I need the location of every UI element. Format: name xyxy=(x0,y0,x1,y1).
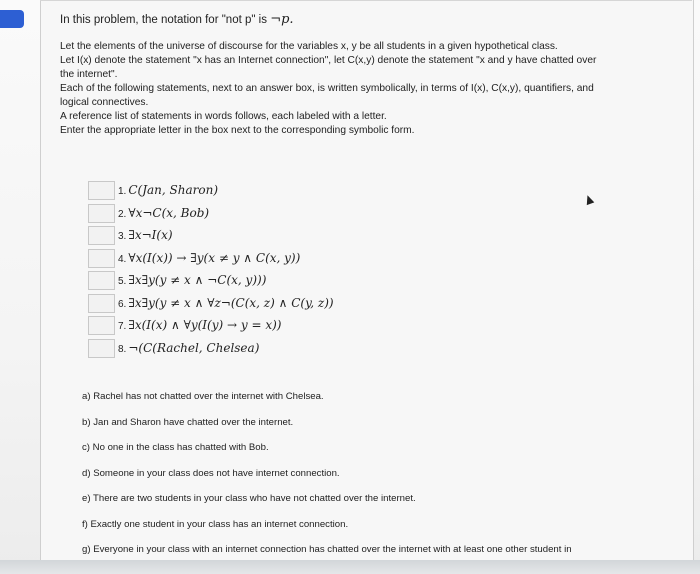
description-line: the internet". xyxy=(60,69,118,80)
option-item: c) No one in the class has chatted with Bob. xyxy=(82,442,269,453)
statement-expression: ∃x(I(x) ∧ ∀y(I(y) → y = x)) xyxy=(128,318,282,332)
description-line: Let I(x) denote the statement "x has an Internet connection", let C(x,y) denote the statement "x and y have chatted over xyxy=(60,55,597,66)
answer-box-7[interactable] xyxy=(88,316,115,335)
answer-box-6[interactable] xyxy=(88,294,115,313)
statement-number: 5. xyxy=(118,276,127,287)
description-line: Let the elements of the universe of discourse for the variables x, y be all students in a given hypothetical class. xyxy=(60,41,558,52)
not-p-symbol: ¬p. xyxy=(270,12,294,27)
frame-top-border xyxy=(40,0,692,1)
option-item: a) Rachel has not chatted over the internet with Chelsea. xyxy=(82,391,324,402)
window-tab[interactable] xyxy=(0,10,24,28)
answer-box-1[interactable] xyxy=(88,181,115,200)
intro-text: In this problem, the notation for "not p" is xyxy=(60,14,267,26)
answer-box-8[interactable] xyxy=(88,339,115,358)
statement-number: 4. xyxy=(118,253,127,265)
statement-expression: ∀x¬C(x, Bob) xyxy=(128,205,210,220)
statement-number: 3. xyxy=(118,231,127,242)
answer-box-3[interactable] xyxy=(88,226,115,245)
statement-expression: ∃x∃y(y ≠ x ∧ ∀z¬(C(x, z) ∧ C(y, z)) xyxy=(128,295,334,310)
statement-number: 6. xyxy=(118,298,127,310)
statement-expression: C(Jan, Sharon) xyxy=(128,183,219,197)
statement-number: 8. xyxy=(118,343,127,355)
option-item: f) Exactly one student in your class has an internet connection. xyxy=(82,518,349,530)
statement-number: 1. xyxy=(118,186,127,197)
option-list xyxy=(82,390,572,569)
answer-box-2[interactable] xyxy=(88,204,115,223)
bottom-edge xyxy=(0,560,700,574)
option-item: e) There are two students in your class who have not chatted over the internet. xyxy=(82,493,416,504)
description-line: Each of the following statements, next to an answer box, is written symbolically, in terms of I(x), C(x,y), quantifiers, and xyxy=(60,83,594,94)
description-line: Enter the appropriate letter in the box next to the corresponding symbolic form. xyxy=(60,125,415,136)
statement-number: 7. xyxy=(118,321,127,332)
problem-description xyxy=(60,40,670,138)
description-line: logical connectives. xyxy=(60,97,149,108)
answer-box-5[interactable] xyxy=(88,271,115,290)
answer-box-4[interactable] xyxy=(88,249,115,268)
statement-expression: ¬(C(Rachel, Chelsea) xyxy=(128,340,260,355)
statement-number: 2. xyxy=(118,208,127,220)
option-item: b) Jan and Sharon have chatted over the internet. xyxy=(82,416,294,428)
intro-line xyxy=(60,12,294,27)
option-item: d) Someone in your class does not have internet connection. xyxy=(82,467,340,479)
description-line: A reference list of statements in words follows, each labeled with a letter. xyxy=(60,111,387,122)
statement-expression: ∃x∃y(y ≠ x ∧ ¬C(x, y))) xyxy=(128,273,267,287)
statement-expression: ∀x(I(x)) → ∃y(x ≠ y ∧ C(x, y)) xyxy=(128,250,301,265)
option-item: g) Everyone in your class with an internet connection has chatted over the internet with at least one other student in xyxy=(82,544,572,555)
statement-expression: ∃x¬I(x) xyxy=(128,228,173,242)
